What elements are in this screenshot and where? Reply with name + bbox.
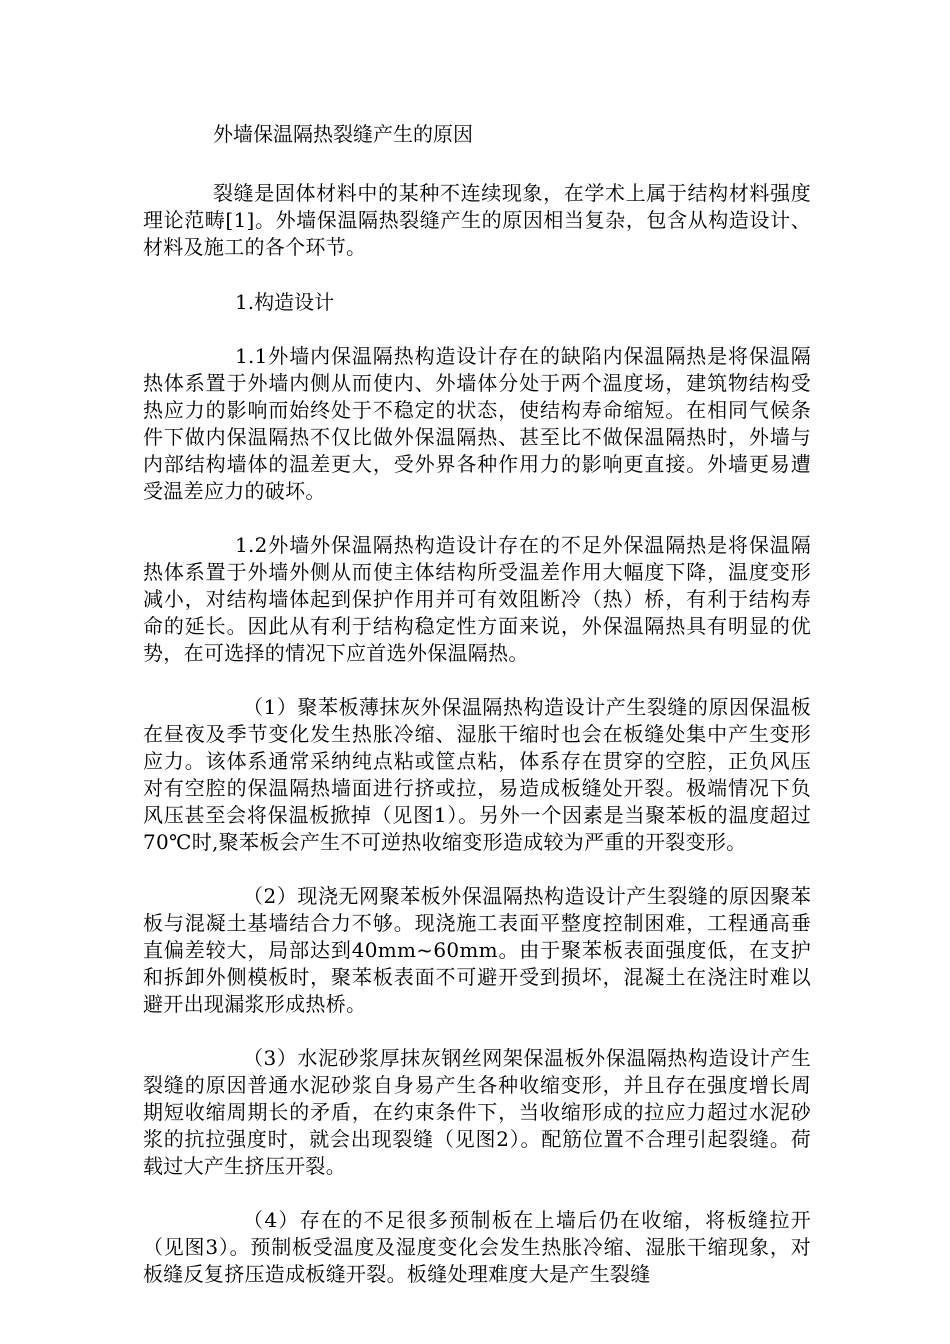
item-1-paragraph: （1）聚苯板薄抹灰外保温隔热构造设计产生裂缝的原因保温板在昼夜及季节变化发生热胀冷缩、湿胀干缩时也会在板缝处集中产生变形应力。该体系通常采纳纯点粘或筐点粘，体系存在贯穿的空腔，正负风压对有空腔的保温隔热墙面进行挤或拉，易造成板缝处开裂。极端情况下负风压甚至会将保温板掀掉（见图1）。另外一个因素是当聚苯板的温度超过70℃时,聚苯板会产生不可逆热收缩变形造成较为严重的开裂变形。 (143, 695, 811, 854)
document-body (143, 120, 811, 1315)
section-1-heading: 1.构造设计 (235, 290, 335, 314)
item-3-paragraph: （3）水泥砂浆厚抹灰钢丝网架保温板外保温隔热构造设计产生裂缝的原因普通水泥砂浆自身易产生各种收缩变形，并且存在强度增长周期短收缩周期长的矛盾，在约束条件下，当收缩形成的拉应力超过水泥砂浆的抗拉强度时，就会出现裂缝（见图2）。配筋位置不合理引起裂缝。荷载过大产生挤压开裂。 (143, 1046, 811, 1178)
item-4-paragraph: （4）存在的不足很多预制板在上墙后仍在收缩，将板缝拉开（见图3）。预制板受温度及湿度变化会发生热胀冷缩、湿胀干缩现象，对板缝反复挤压造成板缝开裂。板缝处理难度大是产生裂缝 (143, 1208, 811, 1286)
intro-paragraph: 裂缝是固体材料中的某种不连续现象，在学术上属于结构材料强度理论范畴[1]。外墙保温隔热裂缝产生的原因相当复杂，包含从构造设计、材料及施工的各个环节。 (143, 181, 811, 259)
section-1-2-paragraph: 1.2外墙外保温隔热构造设计存在的不足外保温隔热是将保温隔热体系置于外墙外侧从而使主体结构所受温差作用大幅度下降，温度变形减小，对结构墙体起到保护作用并可有效阻断冷（热）桥，有利于结构寿命的延长。因此从有利于结构稳定性方面来说，外保温隔热具有明显的优势，在可选择的情况下应首选外保温隔热。 (143, 533, 811, 665)
document-title: 外墙保温隔热裂缝产生的原因 (213, 122, 473, 146)
section-1-1-paragraph: 1.1外墙内保温隔热构造设计存在的缺陷内保温隔热是将保温隔热体系置于外墙内侧从而使内、外墙体分处于两个温度场，建筑物结构受热应力的影响而始终处于不稳定的状态，使结构寿命缩短。在相同气候条件下做内保温隔热不仅比做外保温隔热、甚至比不做保温隔热时，外墙与内部结构墙体的温差更大，受外界各种作用力的影响更直接。外墙更易遭受温差应力的破坏。 (143, 344, 811, 503)
item-2-paragraph: （2）现浇无网聚苯板外保温隔热构造设计产生裂缝的原因聚苯板与混凝土基墙结合力不够。现浇施工表面平整度控制困难，工程通高垂直偏差较大，局部达到40mm~60mm。由于聚苯板表面强度低，在支护和拆卸外侧模板时，聚苯板表面不可避开受到损坏，混凝土在浇注时难以避开出现漏浆形成热桥。 (143, 884, 811, 1016)
